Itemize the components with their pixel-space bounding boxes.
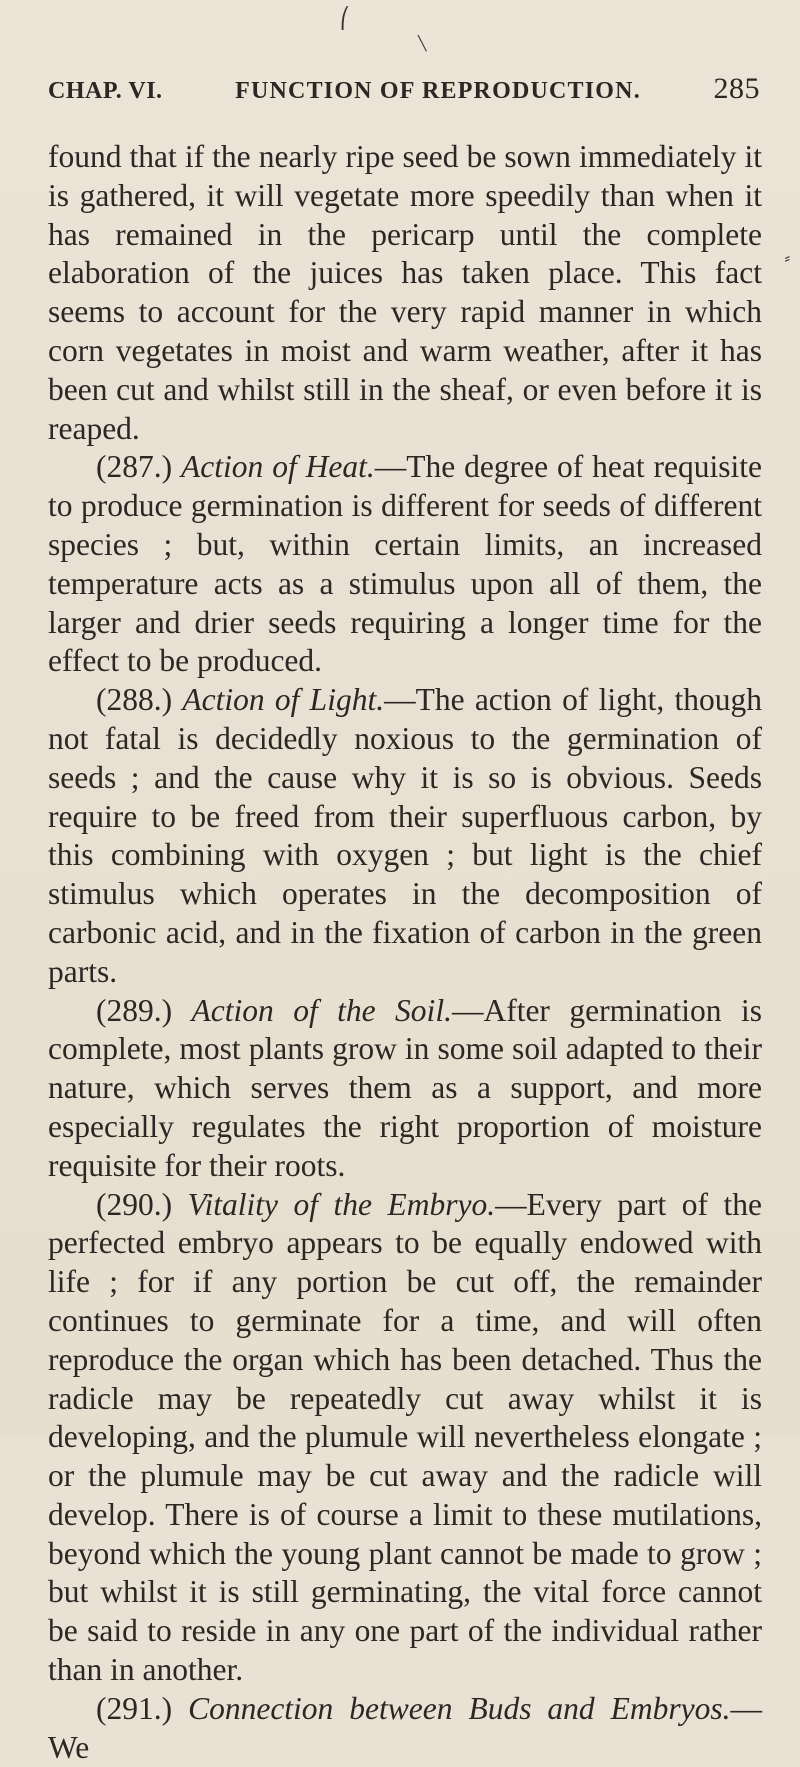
running-title: FUNCTION OF REPRODUCTION. bbox=[235, 78, 641, 104]
paragraph-290 bbox=[48, 1186, 762, 1690]
paragraph-288 bbox=[48, 681, 762, 991]
paragraph-text: —Every part of the perfected embryo appears to be equally endowed with life ; for if any portion be cut off, the remainder continues to germinate for a time, and will often reproduce the organ which has been detached. Thus the radicle may be repeatedly cut away whilst it is developing, and the plumule will nevertheless elongate ; or the plumule may be cut away and the radicle will develop. There is of course a limit to these mutilations, beyond which the young plant cannot be made to grow ; but whilst it is still germinating, the vital force cannot be said to reside in any one part of the individual rather than in another. bbox=[48, 1186, 762, 1688]
paragraph-text: —The action of light, though not fatal is decidedly noxious to the germination of seeds ; and the cause why it is so is obvious. Seeds require to be freed from their superfluous carbon, by this combining with oxygen ; but light is the chief stimulus which operates in the decomposition of carbonic acid, and in the fixation of carbon in the green parts. bbox=[48, 682, 763, 989]
paragraph-text: —We bbox=[48, 1690, 762, 1765]
body-text bbox=[48, 138, 762, 1767]
page-tick-mark: ╲ bbox=[418, 36, 427, 52]
paragraph-number: (287.) bbox=[96, 449, 173, 485]
margin-mark: ⸗ bbox=[784, 248, 790, 267]
paragraph-heading: Action of Heat. bbox=[181, 449, 375, 485]
paragraph-heading: Action of the Soil. bbox=[191, 992, 452, 1028]
paragraph-heading: Vitality of the Embryo. bbox=[187, 1186, 496, 1222]
paragraph-heading: Connection between Buds and Embryos. bbox=[188, 1690, 731, 1726]
paragraph-text: —The degree of heat requisite to produce germination is different for seeds of different species ; but, within certain limits, an increased temperature acts as a stimulus upon all of them, the larger and drier seeds requiring a longer time for the effect to be produced. bbox=[48, 449, 763, 679]
paragraph-291 bbox=[48, 1690, 762, 1767]
paragraph-heading: Action of Light. bbox=[182, 682, 385, 718]
page-smudge-mark: ⎛ bbox=[340, 6, 350, 30]
paragraph-287 bbox=[48, 448, 762, 681]
paragraph-text: found that if the nearly ripe seed be sown immediately it is gathered, it will vegetate more speedily than when it has remained in the pericarp until the complete elaboration of the juices has taken place. This fact seems to account for the very rapid manner in which corn vegetates in moist and warm weather, after it has been cut and whilst still in the sheaf, or even before it is reaped. bbox=[48, 139, 762, 446]
paragraph-continuation bbox=[48, 138, 762, 448]
paragraph-text: —After germination is complete, most plants grow in some soil adapted to their nature, which serves them as a support, and more especially regulates the right proportion of moisture requisite for their roots. bbox=[48, 992, 763, 1183]
paragraph-number: (289.) bbox=[96, 992, 173, 1028]
paragraph-289 bbox=[48, 992, 762, 1186]
paragraph-number: (288.) bbox=[96, 682, 173, 718]
paragraph-number: (291.) bbox=[96, 1690, 173, 1726]
paragraph-number: (290.) bbox=[96, 1186, 173, 1222]
page-number: 285 bbox=[713, 72, 760, 105]
chapter-label: CHAP. VI. bbox=[48, 78, 163, 104]
running-header bbox=[48, 72, 760, 110]
